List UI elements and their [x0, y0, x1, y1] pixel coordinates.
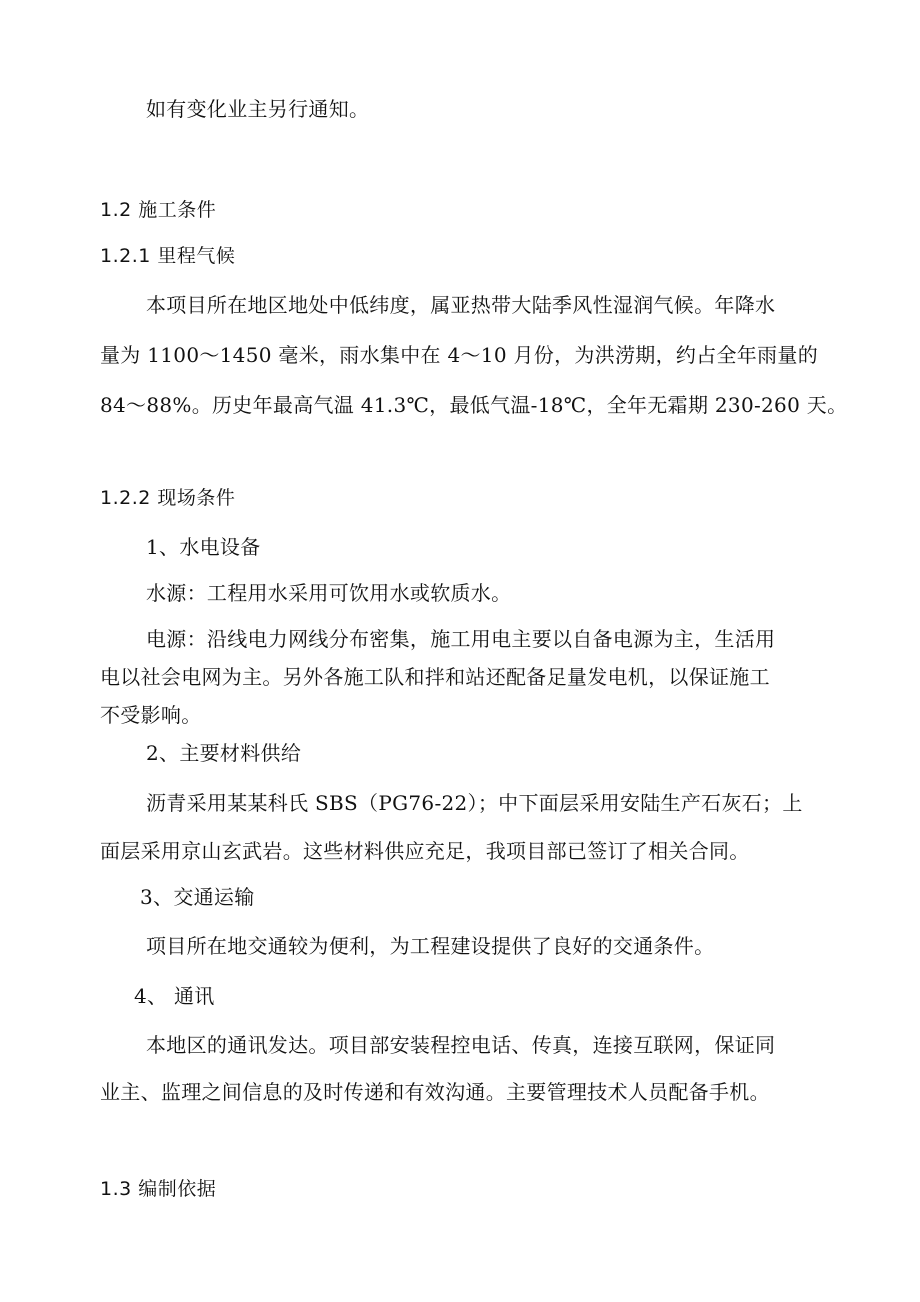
section-1-2-1-heading: 1.2.1 里程气候	[100, 245, 236, 267]
water-source-line: 水源：工程用水采用可饮用水或软质水。	[146, 581, 512, 605]
climate-paragraph-line-1: 本项目所在地区地处中低纬度，属亚热带大陆季风性湿润气候。年降水	[146, 293, 776, 317]
climate-paragraph-line-3: 84～88%。历史年最高气温 41.3℃，最低气温-18℃，全年无霜期 230-260 天。	[100, 393, 848, 417]
item-1-title: 1、水电设备	[146, 535, 261, 559]
item-4-title: 4、 通讯	[134, 984, 215, 1008]
section-1-3-heading: 1.3 编制依据	[100, 1178, 217, 1200]
power-line-1: 电源：沿线电力网线分布密集，施工用电主要以自备电源为主，生活用	[146, 627, 776, 651]
item-2-title: 2、主要材料供给	[146, 741, 302, 765]
section-1-2-heading: 1.2 施工条件	[100, 199, 217, 221]
item-3-title: 3、交通运输	[140, 885, 255, 909]
communication-line-2: 业主、监理之间信息的及时传递和有效沟通。主要管理技术人员配备手机。	[100, 1080, 770, 1104]
power-line-2: 电以社会电网为主。另外各施工队和拌和站还配备足量发电机，以保证施工	[100, 665, 770, 689]
power-line-3: 不受影响。	[100, 703, 202, 727]
climate-paragraph-line-2: 量为 1100～1450 毫米，雨水集中在 4～10 月份，为洪涝期，约占全年雨量的	[100, 343, 818, 367]
materials-line-1: 沥青采用某某科氏 SBS（PG76-22）；中下面层采用安陆生产石灰石；上	[146, 791, 803, 815]
communication-line-1: 本地区的通讯发达。项目部安装程控电话、传真，连接互联网，保证同	[146, 1033, 776, 1057]
section-1-2-2-heading: 1.2.2 现场条件	[100, 487, 236, 509]
materials-line-2: 面层采用京山玄武岩。这些材料供应充足，我项目部已签订了相关合同。	[100, 839, 750, 863]
intro-paragraph: 如有变化业主另行通知。	[146, 97, 370, 121]
transport-line: 项目所在地交通较为便利，为工程建设提供了良好的交通条件。	[146, 934, 715, 958]
